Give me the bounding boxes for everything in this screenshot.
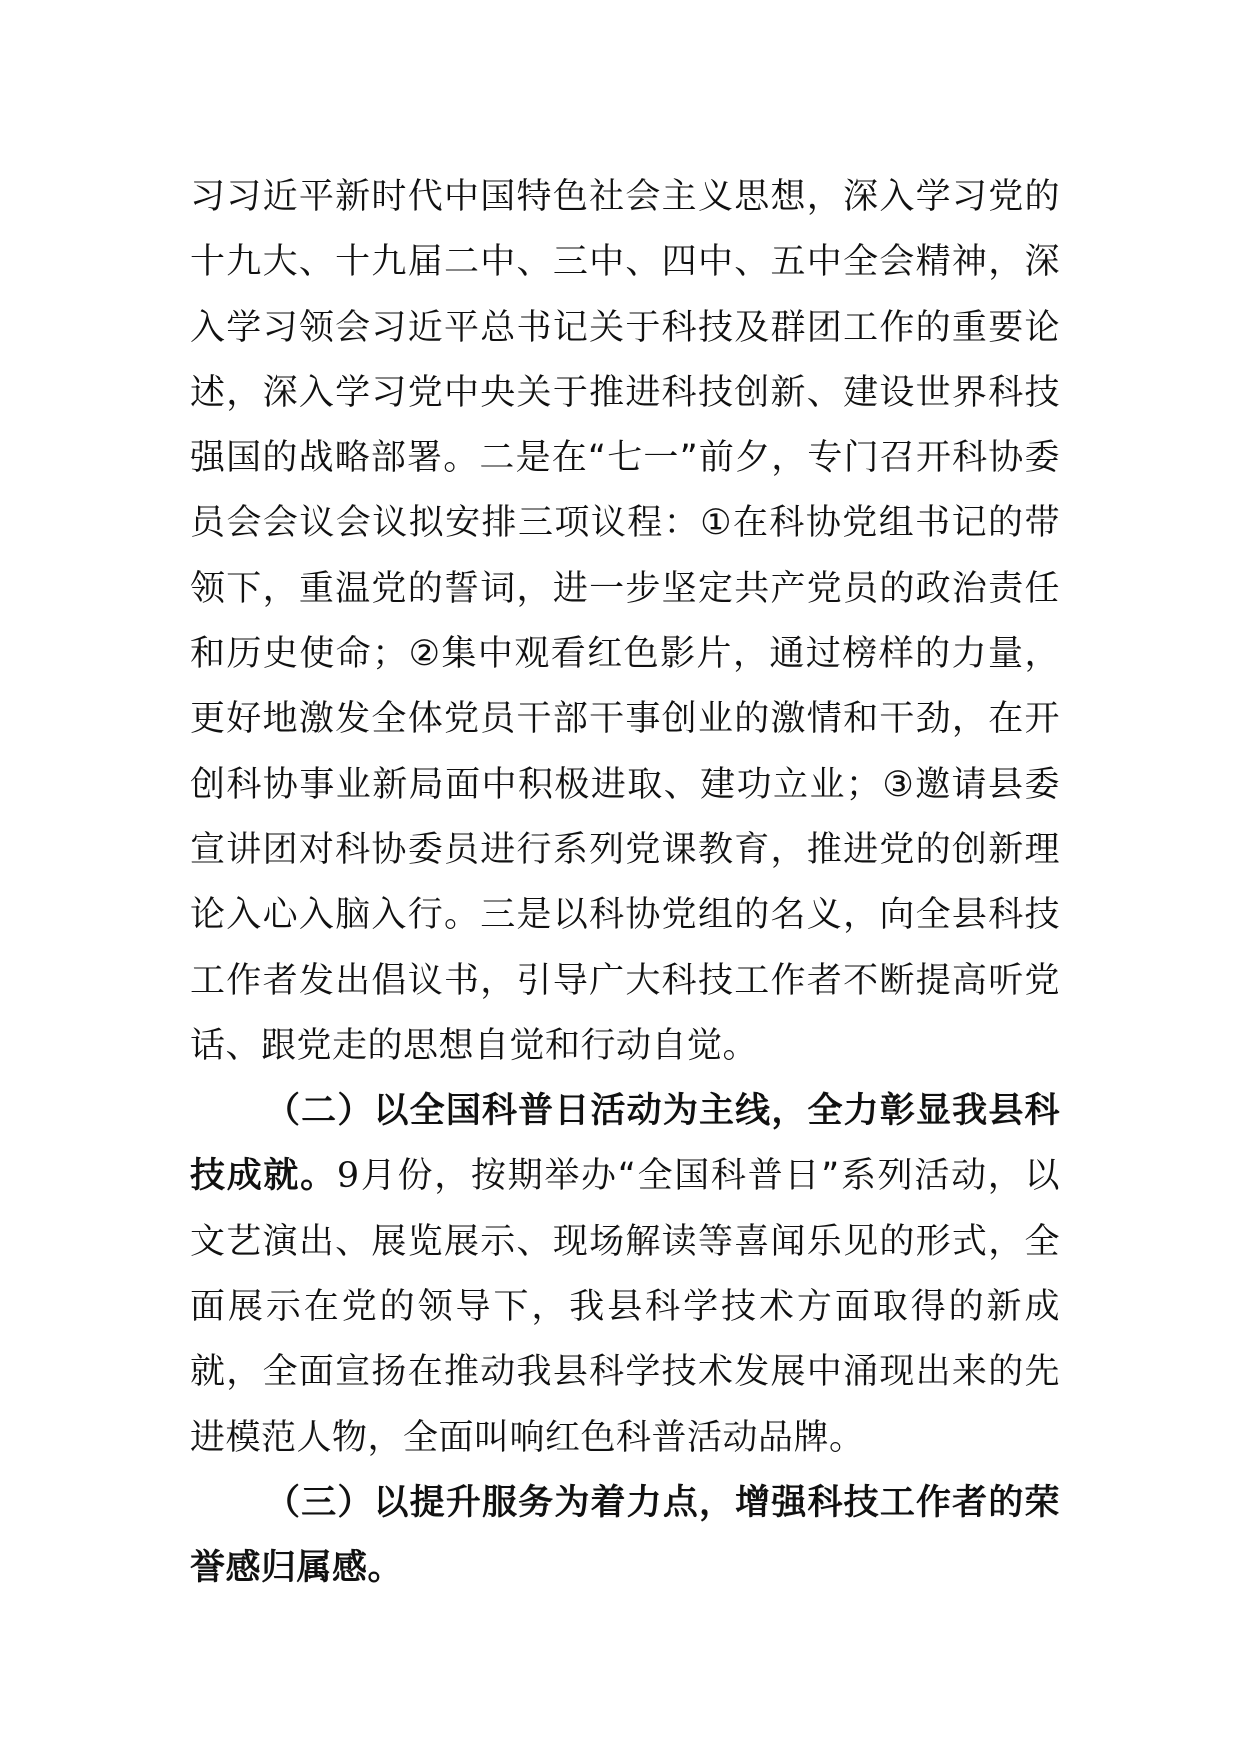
section-2-month-number: 9: [336, 1156, 360, 1197]
document-page: [190, 165, 1060, 1602]
section-2-body: 月份，按期举办“全国科普日”系列活动，以文艺演出、展览展示、现场解读等喜闻乐见的形式，全面展示在党的领导下，我县科学技术方面取得的新成就，全面宣扬在推动我县科学技术发展中涌现出来的先进模范人物，全面叫响红色科普活动品牌。: [190, 1156, 1060, 1458]
section-3-paragraph: [190, 1471, 1060, 1602]
section-2-heading: （二）以全国科普日活动为主线，全力彰显我县科技成就。: [190, 1091, 1060, 1197]
section-2-paragraph: [190, 1079, 1060, 1471]
section-3-heading: （三）以提升服务为着力点，增强科技工作者的荣誉感归属感。: [190, 1482, 1060, 1589]
body-paragraph-1: 习习近平新时代中国特色社会主义思想，深入学习党的十九大、十九届二中、三中、四中、五中全会精神，深入学习领会习近平总书记关于科技及群团工作的重要论述，深入学习党中央关于推进科技创新、建设世界科技强国的战略部署。二是在“七一”前夕，专门召开科协委员会会议会议拟安排三项议程：①在科协党组书记的带领下，重温党的誓词，进一步坚定共产党员的政治责任和历史使命；②集中观看红色影片，通过榜样的力量，更好地激发全体党员干部干事创业的激情和干劲，在开创科协事业新局面中积极进取、建功立业；③邀请县委宣讲团对科协委员进行系列党课教育，推进党的创新理论入心入脑入行。三是以科协党组的名义，向全县科技工作者发出倡议书，引导广大科技工作者不断提高听党话、跟党走的思想自觉和行动自觉。: [190, 177, 1060, 1066]
